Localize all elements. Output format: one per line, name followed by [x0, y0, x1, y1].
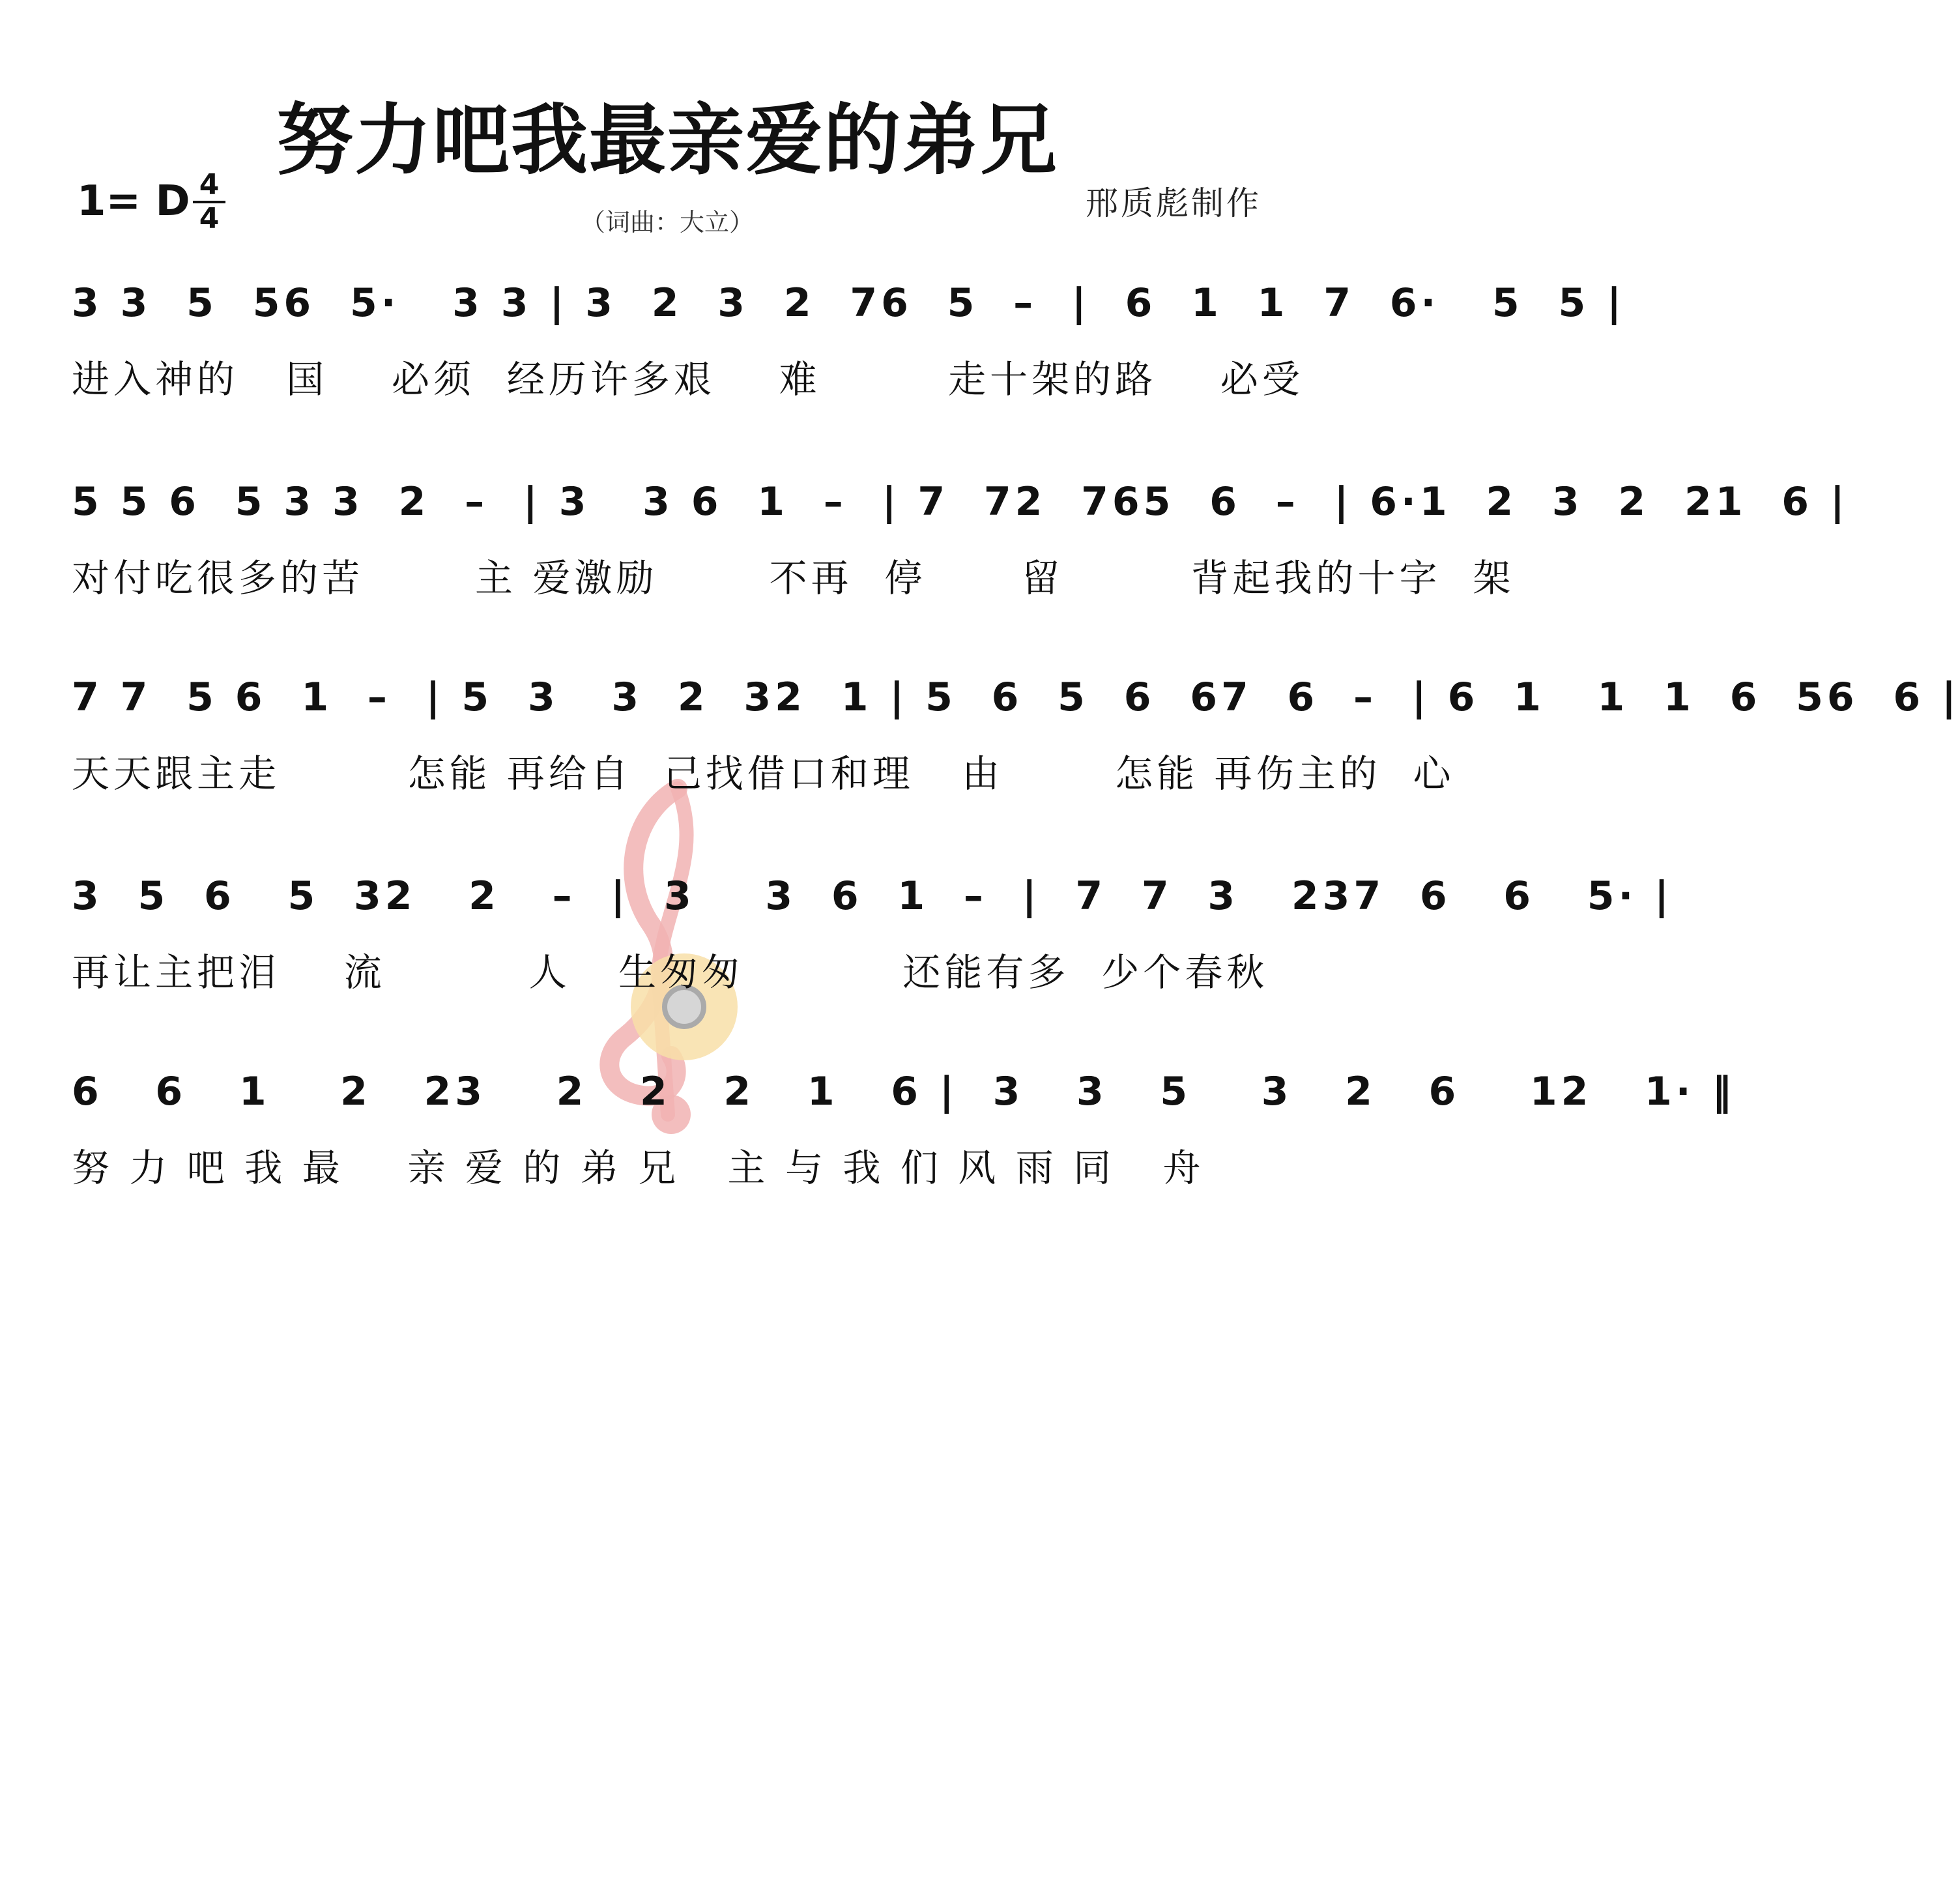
lyrics-line: 再让主把泪 流 人 生匆匆 还能有多 少个春秋 — [72, 950, 1269, 995]
time-signature-denominator: 4 — [199, 202, 220, 235]
notation-line: 6 6 1 2 23 2 2 2 1 6 | 3 3 5 3 2 6 12 1· ‖ — [72, 1069, 1736, 1114]
arranger-credit: 邢质彪制作 — [1086, 184, 1261, 222]
lyrics-line: 天天跟主走 怎能 再给自 己找借口和理 由 怎能 再伤主的 心 — [72, 751, 1455, 796]
notation-line: 3 5 6 5 32 2 – | 3 3 6 1 – | 7 7 3 237 6 6 5· | — [72, 873, 1673, 919]
key-signature: 1= D — [77, 177, 190, 225]
song-title: 努力吧我最亲爱的弟兄 — [276, 94, 1058, 185]
lyrics-line: 努 力 吧 我 最 亲 爱 的 弟 兄 主 与 我 们 风 雨 同 舟 — [72, 1146, 1205, 1190]
notation-line: 7 7 5 6 1 – | 5 3 3 2 32 1 | 5 6 5 6 67 6 – | 6 1 1 1 6 56 6 | — [72, 675, 1960, 720]
lyrics-line: 进入神的 国 必须 经历许多艰 难 走十架的路 必受 — [72, 357, 1304, 401]
lyrics-line: 对付吃很多的苦 主 爱激励 不再 停 留 背起我的十字 架 — [72, 556, 1515, 600]
time-signature-numerator: 4 — [193, 171, 225, 203]
notation-line: 3 3 5 56 5· 3 3 | 3 2 3 2 76 5 – | 6 1 1 7 6· 5 5 | — [72, 280, 1625, 326]
notation-line: 5 5 6 5 3 3 2 – | 3 3 6 1 – | 7 72 765 6 – | 6·1 2 3 2 21 6 | — [72, 479, 1849, 525]
lyricist-composer-credit: （词曲：大立） — [580, 208, 754, 237]
